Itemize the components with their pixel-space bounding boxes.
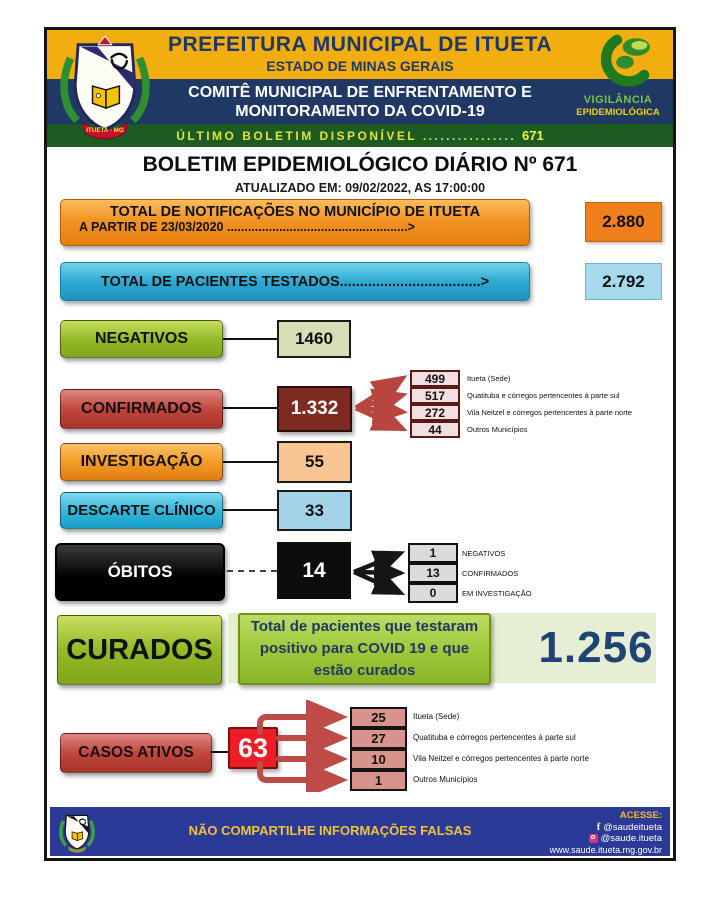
footer-facebook-link[interactable] [472, 822, 662, 833]
total-tested-bar: TOTAL DE PACIENTES TESTADOS...................................> [60, 262, 530, 301]
confirmados-breakdown-label: Quatituba e córregos pertencentes à parte sul [467, 391, 620, 400]
negativos-value: 1460 [277, 320, 351, 358]
ativos-breakdown-label: Vila Neitzel e córregos pertencentes à parte norte [413, 754, 589, 763]
curados-description: Total de pacientes que testaram positivo para COVID 19 e que estão curados [250, 618, 479, 679]
obitos-connector [227, 570, 277, 572]
total-notifications-bar [60, 199, 530, 246]
last-bulletin-number: 671 [522, 128, 544, 143]
ativos-breakdown-label: Outros Municípios [413, 775, 478, 784]
notifications-label-line2: A PARTIR DE 23/03/2020 ....................................................> [79, 220, 415, 234]
tested-value: 2.792 [585, 263, 662, 300]
ativos-breakdown-label: Itueta (Sede) [413, 712, 460, 721]
descarte-connector [223, 509, 277, 511]
last-bulletin-label: ÚLTIMO BOLETIM DISPONÍVEL ................ [176, 129, 517, 143]
obitos-breakdown-label: EM INVESTIGAÇÃO [462, 589, 532, 598]
confirmados-breakdown-label: Itueta (Sede) [467, 374, 511, 383]
casos-ativos-value: 63 [228, 727, 278, 769]
confirmados-breakdown-value: 517 [410, 387, 460, 404]
descarte-value: 33 [277, 490, 352, 531]
notifications-label-line1: TOTAL DE NOTIFICAÇÕES NO MUNICÍPIO DE ITUETA [109, 204, 481, 220]
ativos-breakdown-value: 10 [350, 749, 407, 770]
confirmados-label: CONFIRMADOS [60, 389, 223, 429]
confirmados-connector [223, 407, 277, 409]
instagram-handle: @saude.itueta [600, 833, 662, 844]
curados-description-box [238, 613, 491, 685]
investigacao-label: INVESTIGAÇÃO [60, 443, 223, 481]
confirmados-breakdown-label: Vila Neitzel e córregos pertencentes à parte norte [467, 408, 632, 417]
confirmados-breakdown-value: 499 [410, 370, 460, 387]
header-state: ESTADO DE MINAS GERAIS [266, 58, 454, 74]
vigilancia-label-line1: VIGILÂNCIA [583, 94, 653, 106]
obitos-breakdown-value: 0 [408, 583, 458, 603]
vigilancia-label-line2: EPIDEMIOLÓGICA [576, 107, 660, 118]
casos-ativos-arrows-icon [252, 700, 352, 792]
header-municipality: PREFEITURA MUNICIPAL DE ITUETA [167, 33, 553, 56]
negativos-connector [223, 338, 277, 340]
facebook-handle: @saudeitueta [603, 822, 662, 833]
footer-website-link[interactable]: www.saude.itueta.mg.gov.br [549, 845, 662, 855]
confirmados-breakdown-value: 44 [410, 421, 460, 438]
obitos-breakdown-label: NEGATIVOS [462, 549, 506, 558]
footer-message: NÃO COMPARTILHE INFORMAÇÕES FALSAS [188, 823, 472, 838]
curados-label: CURADOS [57, 615, 222, 685]
casos-ativos-label: CASOS ATIVOS [60, 733, 212, 773]
confirmados-arrows-icon [348, 362, 414, 440]
negativos-label: NEGATIVOS [60, 320, 223, 358]
header-committee-line2: MONITORAMENTO DA COVID-19 [235, 103, 485, 120]
ativos-breakdown-value: 1 [350, 770, 407, 791]
obitos-breakdown-label: CONFIRMADOS [462, 569, 519, 578]
last-bulletin-line [47, 128, 673, 143]
vigilancia-logo-icon [585, 33, 665, 93]
descarte-clinico-label: DESCARTE CLÍNICO [60, 492, 223, 529]
facebook-icon: f [596, 822, 601, 833]
ativos-breakdown-value: 25 [350, 707, 407, 728]
ativos-breakdown-value: 27 [350, 728, 407, 749]
investigacao-value: 55 [277, 441, 352, 483]
page-title: BOLETIM EPIDEMIOLÓGICO DIÁRIO Nº 671 [142, 153, 578, 176]
confirmados-value: 1.332 [277, 386, 352, 432]
crest-motto-text: ITUETA - MG [86, 127, 124, 135]
obitos-breakdown-value: 1 [408, 543, 458, 563]
header-committee-line1: COMITÊ MUNICIPAL DE ENFRENTAMENTO E [188, 84, 532, 101]
updated-timestamp: ATUALIZADO EM: 09/02/2022, AS 17:00:00 [234, 181, 486, 195]
footer-access-label: ACESSE: [619, 810, 662, 821]
footer-instagram-link[interactable] [472, 833, 662, 844]
curados-value: 1.256 [538, 623, 654, 672]
footer-crest-icon [58, 810, 96, 854]
notifications-value: 2.880 [585, 202, 662, 242]
confirmados-breakdown-value: 272 [410, 404, 460, 421]
confirmados-breakdown-label: Outros Municípios [467, 425, 528, 434]
casos-ativos-connector [210, 751, 228, 753]
ativos-breakdown-label: Quatituba e córregos pertencentes à parte sul [413, 733, 576, 742]
obitos-arrows-icon [346, 538, 412, 608]
obitos-label: ÓBITOS [55, 543, 225, 601]
obitos-value: 14 [277, 542, 351, 599]
obitos-breakdown-value: 13 [408, 563, 458, 583]
investigacao-connector [223, 461, 277, 463]
instagram-icon [589, 834, 598, 843]
